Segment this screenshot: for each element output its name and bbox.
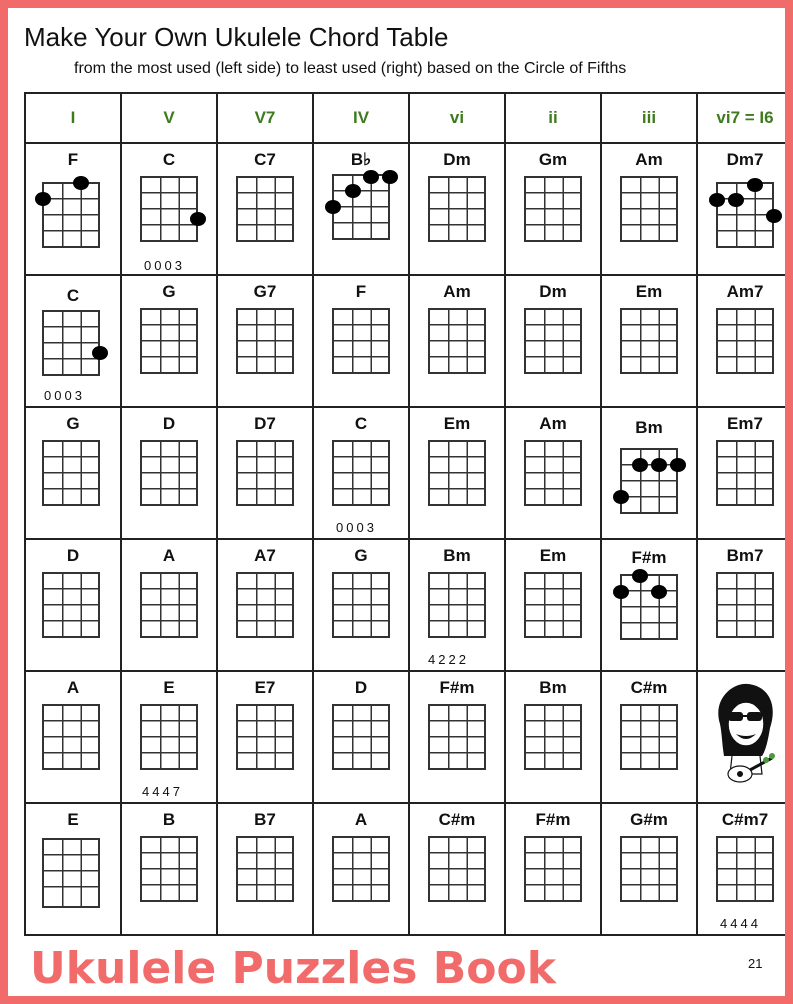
- finger-dot: [651, 585, 667, 599]
- chord-row: [25, 407, 785, 539]
- chord-name: A: [66, 678, 80, 697]
- chord-cell: [313, 143, 409, 275]
- finger-dot: [613, 490, 629, 504]
- fretboard-diagram: [140, 572, 198, 638]
- fretboard-diagram: [332, 704, 390, 770]
- chord-name: G: [162, 282, 176, 301]
- fretboard-diagram: [332, 308, 390, 374]
- finger-dot: [651, 458, 667, 472]
- fretboard-diagram: [428, 572, 486, 638]
- chord-cell: [409, 275, 505, 407]
- chord-name: D: [162, 414, 176, 433]
- chord-cell: [697, 803, 785, 935]
- chord-name: Gm: [538, 150, 568, 169]
- col-header-ii: ii: [505, 93, 601, 143]
- chord-cell: [217, 671, 313, 803]
- fretboard-diagram: [428, 308, 486, 374]
- chord-cell: [121, 671, 217, 803]
- fretboard-diagram: [716, 836, 774, 902]
- fingering-numbers: 0003: [44, 388, 85, 403]
- chord-cell: [217, 539, 313, 671]
- chord-cell: [505, 671, 601, 803]
- chord-name: C: [162, 150, 176, 169]
- chord-cell: [121, 803, 217, 935]
- chord-cell: [601, 143, 697, 275]
- fretboard-diagram: [524, 440, 582, 506]
- finger-dot: [363, 170, 379, 184]
- chord-cell: [313, 275, 409, 407]
- chord-cell: [313, 671, 409, 803]
- chord-name: Dm7: [726, 150, 764, 169]
- chord-cell: [697, 407, 785, 539]
- chord-cell: [505, 407, 601, 539]
- fretboard-diagram: [236, 836, 294, 902]
- chord-name: C: [354, 414, 368, 433]
- chord-name: C: [66, 286, 80, 305]
- fretboard-diagram: [332, 836, 390, 902]
- chord-name: Dm: [443, 150, 471, 169]
- chord-cell: [409, 143, 505, 275]
- chord-cell: [601, 539, 697, 671]
- chord-cell: [121, 143, 217, 275]
- finger-dot: [766, 209, 782, 223]
- fretboard-diagram: [524, 176, 582, 242]
- chord-cell: [601, 671, 697, 803]
- chord-row: [25, 275, 785, 407]
- chord-cell: [697, 275, 785, 407]
- col-header-IV: IV: [313, 93, 409, 143]
- chord-cell: [601, 803, 697, 935]
- chord-cell: [409, 803, 505, 935]
- fretboard-diagram: [236, 440, 294, 506]
- chord-cell: [217, 803, 313, 935]
- finger-dot: [73, 176, 89, 190]
- chord-name: Am: [539, 414, 567, 433]
- book-brand-title: Ukulele Puzzles Book: [30, 943, 556, 994]
- finger-dot: [632, 458, 648, 472]
- finger-dot: [325, 200, 341, 214]
- chord-name: Am7: [726, 282, 764, 301]
- fretboard-diagram: [332, 440, 390, 506]
- fretboard-diagram: [716, 182, 774, 248]
- col-header-V: V: [121, 93, 217, 143]
- chord-cell: [25, 143, 121, 275]
- finger-dot: [92, 346, 108, 360]
- page-title: Make Your Own Ukulele Chord Table: [24, 22, 449, 52]
- chord-cell: [697, 539, 785, 671]
- cartoon-ukulele-player-illustration: [706, 678, 782, 790]
- chord-table: [24, 92, 785, 936]
- chord-name: A: [162, 546, 176, 565]
- chord-name: A7: [254, 546, 276, 565]
- chord-row: [25, 803, 785, 935]
- chord-cell: [25, 671, 121, 803]
- chord-cell: [217, 143, 313, 275]
- fretboard-diagram: [524, 836, 582, 902]
- chord-name: C#m: [438, 810, 476, 829]
- chord-cell: [217, 275, 313, 407]
- fretboard-diagram: [620, 574, 678, 640]
- chord-cell: [505, 143, 601, 275]
- finger-dot: [613, 585, 629, 599]
- fretboard-diagram: [42, 572, 100, 638]
- fretboard-diagram: [716, 308, 774, 374]
- chord-name: Em: [635, 282, 663, 301]
- fretboard-diagram: [428, 176, 486, 242]
- chord-cell: [25, 275, 121, 407]
- fretboard-diagram: [42, 704, 100, 770]
- header-row: [25, 93, 785, 143]
- fretboard-diagram: [428, 440, 486, 506]
- chord-row: [25, 671, 785, 803]
- chord-name: F: [67, 150, 79, 169]
- fretboard-diagram: [140, 308, 198, 374]
- chord-cell: [313, 407, 409, 539]
- chord-cell: [313, 539, 409, 671]
- chord-name: F#m: [631, 548, 667, 567]
- finger-dot: [345, 184, 361, 198]
- fretboard-diagram: [236, 176, 294, 242]
- chord-cell: [505, 275, 601, 407]
- chord-cell: [409, 539, 505, 671]
- fretboard-diagram: [716, 572, 774, 638]
- fretboard-diagram: [140, 704, 198, 770]
- fretboard-diagram: [42, 310, 100, 376]
- fretboard-diagram: [332, 572, 390, 638]
- chord-name: Am: [635, 150, 663, 169]
- chord-name: G: [66, 414, 80, 433]
- fretboard-diagram: [620, 176, 678, 242]
- fingering-numbers: 4447: [142, 784, 183, 799]
- chord-name: D: [66, 546, 80, 565]
- fretboard-diagram: [236, 572, 294, 638]
- finger-dot: [382, 170, 398, 184]
- page-number: 21: [748, 956, 763, 971]
- chord-cell: [121, 539, 217, 671]
- col-header-V7: V7: [217, 93, 313, 143]
- col-header-I: I: [25, 93, 121, 143]
- fretboard-diagram: [140, 176, 198, 242]
- chord-name: Dm: [539, 282, 567, 301]
- finger-dot: [747, 178, 763, 192]
- chord-cell: [697, 143, 785, 275]
- page-subtitle: from the most used (left side) to least used (right) based on the Circle of Fifths: [74, 60, 627, 77]
- chord-name: C7: [254, 150, 276, 169]
- chord-name: Bm: [443, 546, 471, 565]
- fretboard-diagram: [620, 836, 678, 902]
- chord-name: F: [355, 282, 367, 301]
- chord-cell: [505, 539, 601, 671]
- fretboard-diagram: [524, 572, 582, 638]
- fretboard-diagram: [716, 440, 774, 506]
- chord-cell: [217, 407, 313, 539]
- chord-cell: [409, 407, 505, 539]
- chord-name: Bm: [539, 678, 567, 697]
- chord-name: G7: [253, 282, 277, 301]
- chord-name: Em: [443, 414, 471, 433]
- fretboard-diagram: [42, 182, 100, 248]
- chord-name: E: [163, 678, 175, 697]
- fretboard-diagram: [620, 308, 678, 374]
- col-header-iii: iii: [601, 93, 697, 143]
- chord-row: [25, 539, 785, 671]
- finger-dot: [190, 212, 206, 226]
- illustration-cell: [697, 671, 785, 803]
- chord-cell: [313, 803, 409, 935]
- fretboard-diagram: [236, 704, 294, 770]
- finger-dot: [35, 192, 51, 206]
- chord-name: F#m: [439, 678, 475, 697]
- fingering-numbers: 0003: [144, 258, 185, 273]
- fretboard-diagram: [332, 174, 390, 240]
- finger-dot: [728, 193, 744, 207]
- chord-name: Bm7: [726, 546, 764, 565]
- chord-name: E7: [254, 678, 276, 697]
- chord-name: B♭: [350, 150, 372, 169]
- fingering-numbers: 4444: [720, 916, 761, 931]
- chord-name: G: [354, 546, 368, 565]
- chord-cell: [121, 275, 217, 407]
- chord-name: E: [67, 810, 79, 829]
- fingering-numbers: 0003: [336, 520, 377, 535]
- chord-cell: [25, 539, 121, 671]
- chord-name: G#m: [630, 810, 668, 829]
- chord-cell: [505, 803, 601, 935]
- chord-name: Am: [443, 282, 471, 301]
- chord-name: B: [162, 810, 176, 829]
- finger-dot: [632, 569, 648, 583]
- fretboard-diagram: [428, 836, 486, 902]
- fretboard-diagram: [524, 308, 582, 374]
- chord-row: [25, 143, 785, 275]
- chord-name: D7: [254, 414, 276, 433]
- chord-cell: [601, 275, 697, 407]
- chord-cell: [601, 407, 697, 539]
- col-header-vi: vi: [409, 93, 505, 143]
- finger-dot: [670, 458, 686, 472]
- chord-cell: [25, 407, 121, 539]
- chord-cell: [409, 671, 505, 803]
- chord-cell: [25, 803, 121, 935]
- fretboard-diagram: [42, 838, 100, 908]
- fretboard-diagram: [140, 440, 198, 506]
- chord-name: Em: [539, 546, 567, 565]
- fretboard-diagram: [620, 448, 678, 514]
- chord-name: Bm: [635, 418, 663, 437]
- chord-name: A: [354, 810, 368, 829]
- fretboard-diagram: [42, 440, 100, 506]
- chord-name: C#m7: [721, 810, 769, 829]
- chord-name: Em7: [727, 414, 763, 433]
- fretboard-diagram: [620, 704, 678, 770]
- chord-cell: [121, 407, 217, 539]
- fingering-numbers: 4222: [428, 652, 469, 667]
- chord-name: F#m: [535, 810, 571, 829]
- fretboard-diagram: [140, 836, 198, 902]
- chord-name: B7: [254, 810, 276, 829]
- finger-dot: [709, 193, 725, 207]
- fretboard-diagram: [236, 308, 294, 374]
- page: [8, 8, 785, 996]
- fretboard-diagram: [428, 704, 486, 770]
- col-header-vi7: vi7 = I6: [697, 93, 785, 143]
- chord-name: D: [354, 678, 368, 697]
- fretboard-diagram: [524, 704, 582, 770]
- chord-name: C#m: [630, 678, 668, 697]
